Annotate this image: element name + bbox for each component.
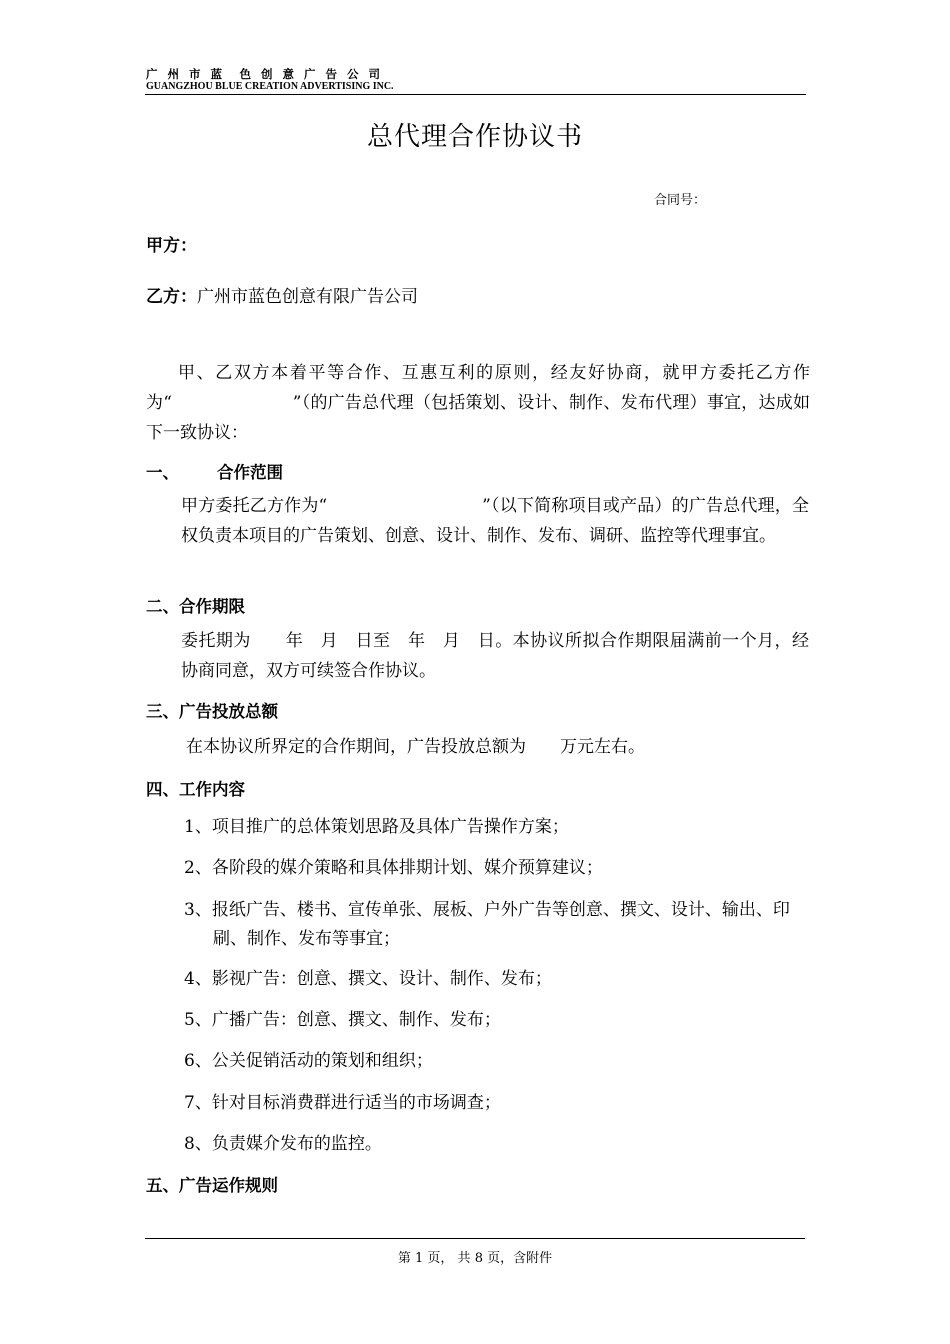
section-4-title: 工作内容 [179,780,245,799]
section-5-title: 广告运作规则 [179,1176,278,1195]
section-4-number: 四、 [146,780,179,799]
list-item-continuation: 刷、制作、发布等事宜； [213,929,400,949]
list-item: 4、影视广告：创意、撰文、设计、制作、发布； [184,969,552,989]
section-1-body: 甲方委托乙方作为“ ”（以下简称项目或产品）的广告总代理，全权负责本项目的广告策划、创意、设计、制作、发布、调研、监控等代理事宜。 [181,496,809,546]
footer-divider [145,1238,805,1239]
section-2-title: 合作期限 [179,597,245,616]
intro-paragraph: 甲、乙双方本着平等合作、互惠互利的原则，经友好协商，就甲方委托乙方作为“ ”（的广告总代理（包括策划、设计、制作、发布代理）事宜，达成如下一致协议： [146,363,810,443]
section-3-number: 三、 [146,702,179,721]
section-1-title: 合作范围 [217,463,283,482]
section-heading-5 [146,1172,278,1196]
section-heading-1 [146,459,283,483]
list-item: 6、公关促销活动的策划和组织； [184,1051,433,1071]
list-item [184,896,810,954]
list-item-text: 3、报纸广告、楼书、宣传单张、展板、户外广告等创意、撰文、设计、输出、印 [184,900,790,920]
section-heading-2 [146,593,245,617]
section-1-number: 一、 [146,463,179,482]
party-a-label: 甲方： [146,236,197,256]
party-b-value: 广州市蓝色创意有限广告公司 [197,287,418,307]
party-b-label: 乙方： [146,287,197,307]
party-a [146,231,197,256]
list-item: 5、广播广告：创意、撰文、制作、发布； [184,1010,501,1030]
section-heading-3 [146,698,278,722]
section-3-title: 广告投放总额 [179,702,278,721]
section-2-body: 委托期为 年 月 日至 年 月 日。本协议所拟合作期限届满前一个月，经协商同意，双方可续签合作协议。 [181,631,809,681]
company-name-cn: 广 州 市 蓝 色 创 意 广 告 公 司 [146,67,384,81]
page-footer: 第 1 页， 共 8 页，含附件 [397,1251,553,1266]
document-title: 总代理合作协议书 [366,122,583,152]
contract-number-label: 合同号： [654,193,707,208]
list-item: 7、针对目标消费群进行适当的市场调查； [184,1093,501,1113]
header-divider [145,94,806,95]
company-name-en: GUANGZHOU BLUE CREATION ADVERTISING INC. [146,81,394,92]
section-2-number: 二、 [146,597,179,616]
party-b [146,282,418,307]
section-5-number: 五、 [146,1176,179,1195]
list-item: 1、项目推广的总体策划思路及具体广告操作方案； [184,817,569,837]
list-item: 2、各阶段的媒介策略和具体排期计划、媒介预算建议； [184,858,603,878]
section-heading-4 [146,776,245,800]
list-item: 8、负责媒介发布的监控。 [184,1134,382,1154]
section-3-body: 在本协议所界定的合作期间，广告投放总额为 万元左右。 [186,737,645,757]
